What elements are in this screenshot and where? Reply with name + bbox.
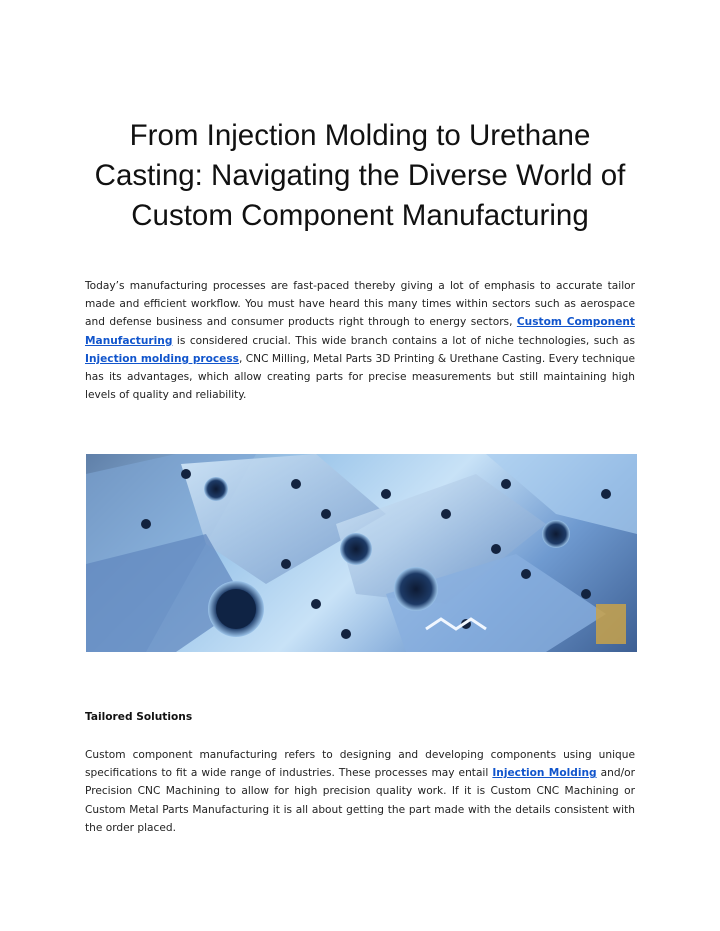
intro-text-3: , CNC Milling, Metal Parts 3D Printing & Urethane Casting. Every technique has its advantages, which allow creating parts for precise measurements but still maintaining high levels of quality and reliability. xyxy=(85,352,635,402)
document-title xyxy=(60,116,660,236)
injection-molding-process-link[interactable]: Injection molding process xyxy=(85,352,239,365)
mold-photo-icon xyxy=(86,454,637,652)
title-line-1: From Injection Molding to Urethane xyxy=(129,119,591,152)
mold-photo-graphic xyxy=(86,454,637,652)
section-paragraph xyxy=(85,746,635,837)
title-line-3: Custom Component Manufacturing xyxy=(131,199,589,232)
section-heading: Tailored Solutions xyxy=(85,711,193,723)
intro-text-2: is considered crucial. This wide branch contains a lot of niche technologies, such as xyxy=(172,334,635,347)
intro-text-1: Today’s manufacturing processes are fast-paced thereby giving a lot of emphasis to accurate tailor made and efficient workflow. You must have heard this many times within sectors such as aerospace and defense business and consumer products right through to energy sectors, xyxy=(85,280,635,329)
section-text-1: Custom component manufacturing refers to designing and developing components using unique specifications to fit a wide range of industries. These processes may entail xyxy=(85,749,635,780)
intro-paragraph xyxy=(85,277,635,404)
section-text-2: and/or Precision CNC Machining to allow for high precision quality work. If it is Custom CNC Machining or Custom Metal Parts Manufacturing it is all about getting the part made with the details consistent with the order placed. xyxy=(85,767,635,834)
injection-molding-link[interactable]: Injection Molding xyxy=(492,767,597,780)
title-line-2: Casting: Navigating the Diverse World of xyxy=(94,159,626,192)
custom-component-manufacturing-link[interactable]: Custom Component Manufacturing xyxy=(85,316,635,347)
